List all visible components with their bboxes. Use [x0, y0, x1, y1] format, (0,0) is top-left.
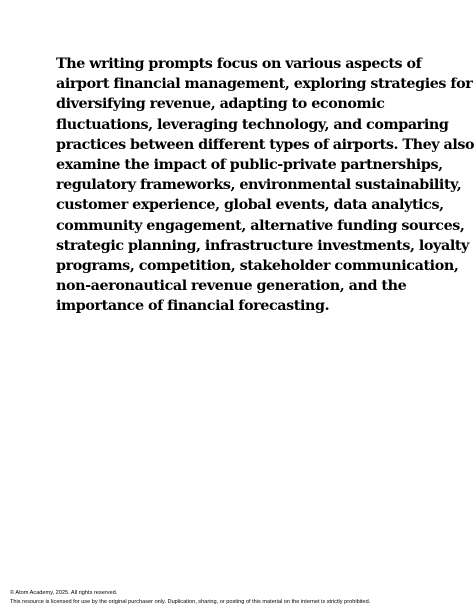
paragraph-line: practices between different types of airports. They also	[56, 136, 474, 153]
paragraph-line: customer experience, global events, data analytics,	[56, 197, 444, 214]
page-footer	[10, 589, 470, 607]
paragraph-line: airport financial management, exploring strategies for	[56, 76, 473, 93]
summary-paragraph	[56, 54, 474, 317]
paragraph-line: non-aeronautical revenue generation, and the	[56, 278, 407, 295]
paragraph-line: fluctuations, leveraging technology, and comparing	[56, 116, 449, 133]
paragraph-line: importance of financial forecasting.	[56, 298, 330, 315]
paragraph-line: community engagement, alternative funding sources,	[56, 217, 465, 234]
paragraph-line: examine the impact of public-private partnerships,	[56, 157, 443, 174]
paragraph-line: strategic planning, infrastructure investments, loyalty	[56, 237, 469, 254]
paragraph-line: programs, competition, stakeholder communication,	[56, 258, 459, 275]
paragraph-line: diversifying revenue, adapting to economic	[56, 96, 385, 113]
paragraph-line: regulatory frameworks, environmental sustainability,	[56, 177, 462, 194]
paragraph-line: The writing prompts focus on various aspects of	[56, 56, 422, 72]
copyright-notice: © Atom Academy, 2025. All rights reserved.	[10, 590, 118, 596]
license-notice: This resource is licensed for use by the original purchaser only. Duplication, sharing, or posting of this material on the internet is strictly prohibited.	[10, 599, 371, 605]
